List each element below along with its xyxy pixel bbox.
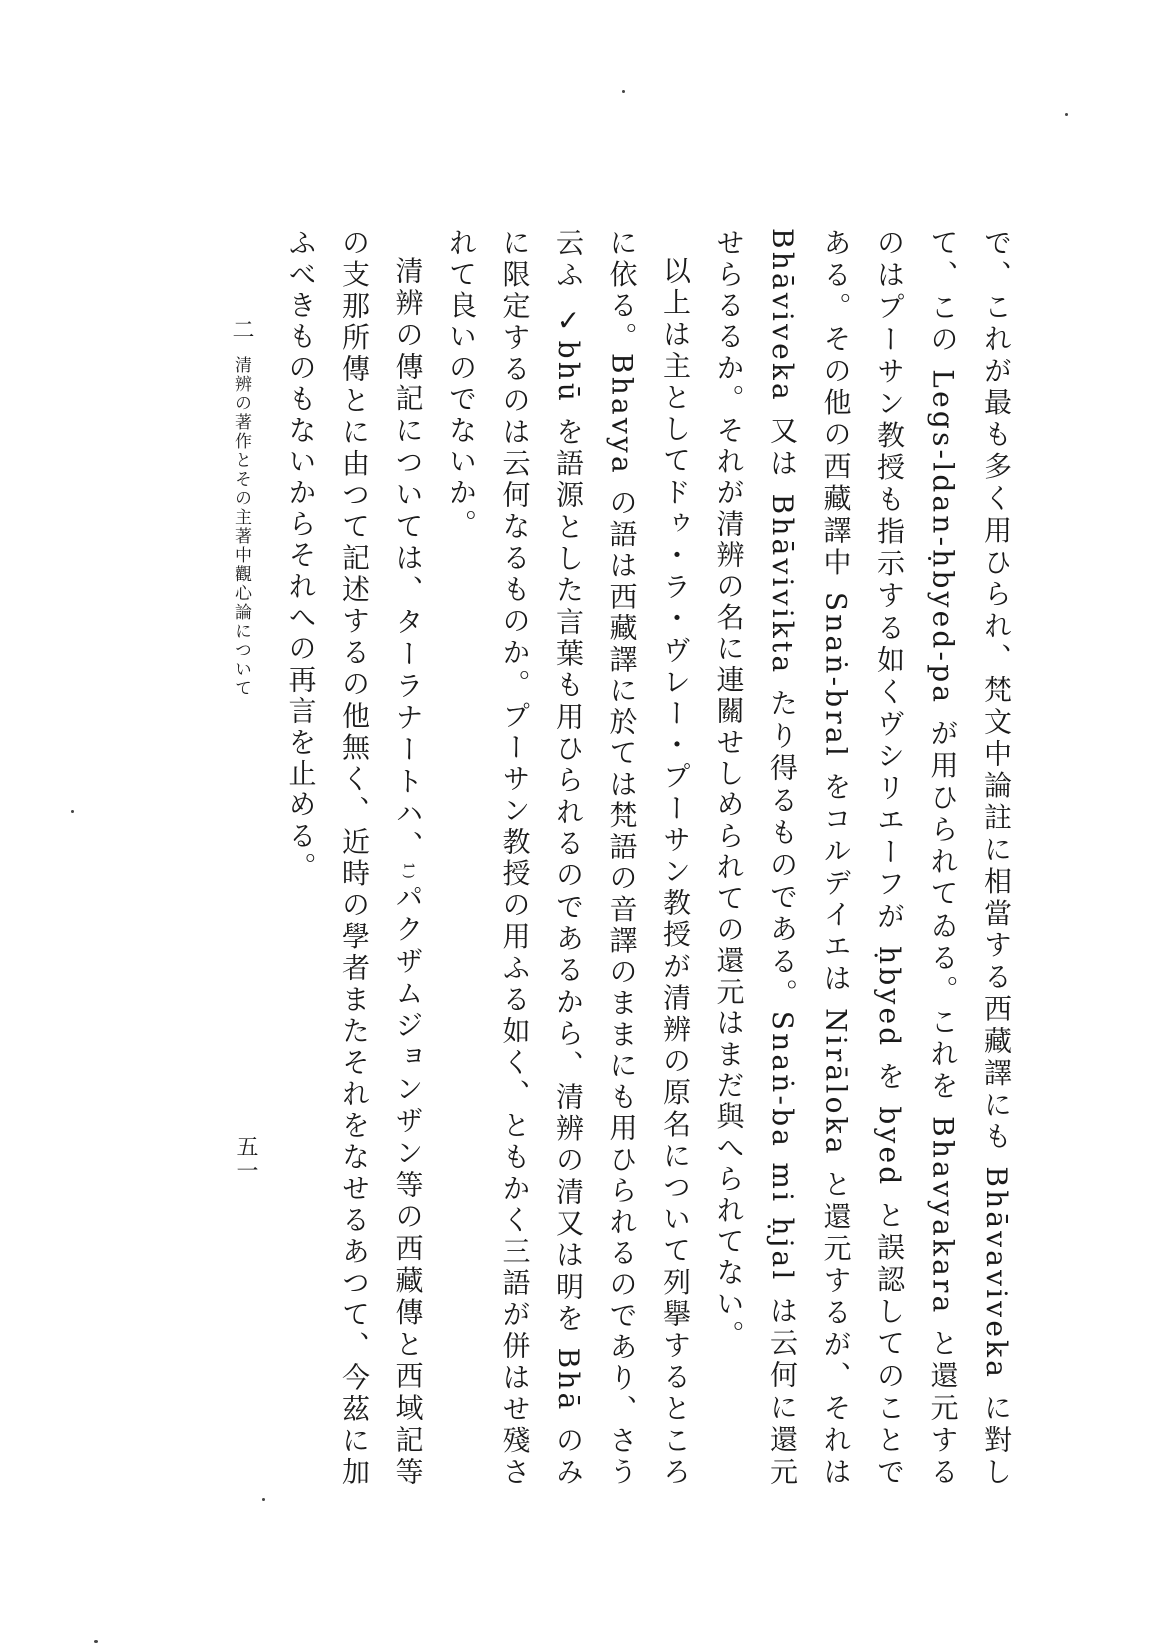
body-text-block <box>274 228 1023 1488</box>
paragraph-1 <box>702 228 1023 1488</box>
chapter-title: 清辨の著作とその主著中觀心論について <box>231 356 251 698</box>
print-speck <box>71 810 74 813</box>
paragraph-2 <box>435 228 703 1488</box>
print-speck <box>1065 113 1068 116</box>
paragraph-text: で、これが最も多く用ひられ、梵文中論註に相當する西藏譯にも Bhāvaviveka に對して、この Legs-ldan-ḥbyed-pa が用ひられてゐる。これを Bhavyakara と還元するのはプーサン教授も指示する如くヴシリエーフが ḥbyed を byed と誤認してのことである。その他の西藏譯中 Snaṅ-bral をコルデイエは Nirāloka と還元するが、それは Bhāviveka 又は Bhāvivikta たり得るものである。Snaṅ-ba mi ḥjal は云何に還元せらるるか。それが清辨の名に連關せしめられての還元はまだ與へられてない。 <box>712 228 1013 1488</box>
running-head <box>226 318 257 878</box>
paragraph-text: パクザムジョンザン等の西藏傳と西域記等の支那所傳とに由つて記述するの他無く、近時の學者またそれをなせるあつて、今茲に加ふべきものもないからそれへの再言を止める。 <box>284 228 425 1488</box>
chapter-number: 二 <box>229 318 254 342</box>
footnote-reference[interactable]: 1) <box>400 862 416 882</box>
paragraph-3 <box>274 228 435 1488</box>
paragraph-text: 以上は主としてドゥ・ラ・ヴレー・プーサン教授が清辨の原名について列擧するところに依る。Bhavya の語は西藏譯に於ては梵語の音譯のままにも用ひられるのであり、さう云ふ ✓bhū を語源とした言葉も用ひられるのであるから、清辨の清又は明を Bhā のみに限定するのは云何なるものか。プーサン教授の用ふる如く、ともかく三語が併はせ殘されて良いのでないか。 <box>445 228 692 1488</box>
paragraph-text: 清辨の傳記については、ターラナートハ、 <box>391 256 425 863</box>
print-speck <box>94 1640 98 1643</box>
print-speck <box>622 90 625 93</box>
print-speck <box>262 1498 265 1501</box>
page-number: 五一 <box>233 1135 258 1183</box>
